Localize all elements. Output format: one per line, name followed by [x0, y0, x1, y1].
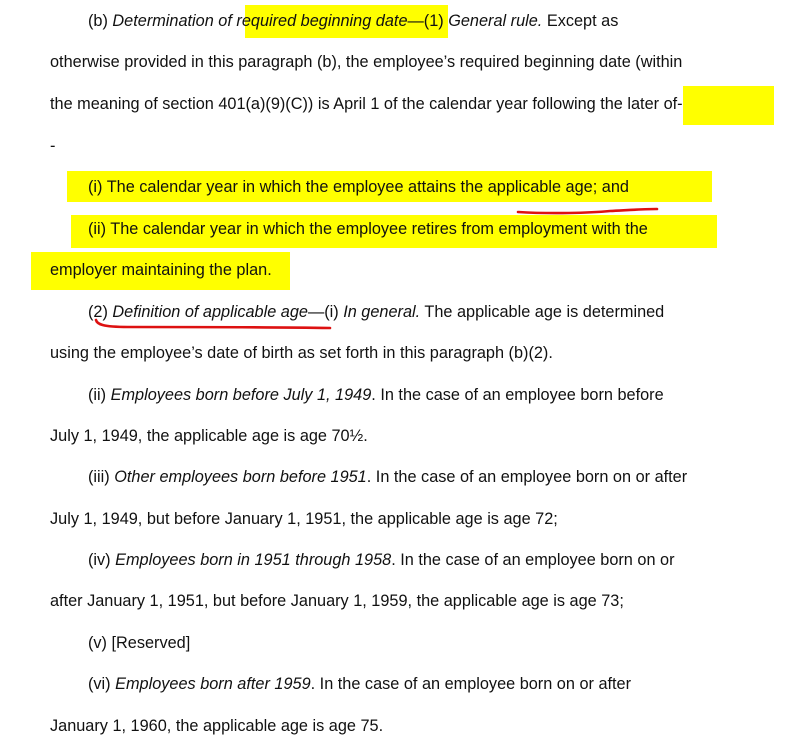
para-iii-text: . In the case of an employee born on or after — [366, 468, 688, 486]
para-iv-line-1 — [88, 550, 675, 570]
para-vi-heading: Employees born after 1959 — [115, 675, 311, 693]
item-ii-line-1: (ii) The calendar year in which the employee retires from employment with the — [88, 220, 648, 238]
para-iii-line-1 — [88, 467, 687, 487]
para-b-text: Except as — [542, 12, 619, 30]
para-2-text: The applicable age is determined — [420, 303, 665, 321]
para-b-heading-highlighted: f required beginning date — [227, 12, 408, 30]
para-iii-prefix: (iii) — [88, 468, 115, 486]
para-2-line-1 — [88, 302, 664, 322]
para-vi-text: . In the case of an employee born on or after — [310, 675, 632, 693]
item-ii-highlighted: employer maintaining the pla — [50, 261, 259, 279]
para-2-prefix: (2) — [88, 303, 113, 321]
para-ii-text: . In the case of an employee born before — [371, 386, 664, 404]
item-ii-rest: n. — [258, 261, 272, 279]
para-b-line-3-text: the meaning of section 401(a)(9)(C)) is April 1 of the calendar year following the — [50, 95, 623, 113]
para-ii-prefix: (ii) — [88, 386, 111, 404]
para-ii-heading: Employees born before July 1, 1949 — [110, 386, 372, 404]
para-2-dash: —(i) — [307, 303, 344, 321]
para-vi-line-2: January 1, 1960, the applicable age is age 75. — [50, 717, 384, 735]
para-iii-heading: Other employees born before 1951 — [114, 468, 367, 486]
para-iv-text: . In the case of an employee born on or — [391, 551, 675, 569]
para-vi-line-1 — [88, 674, 631, 694]
highlight-later-of — [683, 86, 774, 125]
para-b-line-4: - — [50, 137, 56, 155]
item-ii-line-2 — [50, 260, 272, 280]
para-2-line-2: using the employee’s date of birth as set forth in this paragraph (b)(2). — [50, 344, 553, 362]
para-b-line-3 — [50, 94, 683, 114]
para-ii-line-1 — [88, 385, 664, 405]
item-i-line: (i) The calendar year in which the employee attains the applicable age; and — [88, 178, 629, 196]
para-ii-line-2: July 1, 1949, the applicable age is age 70½. — [50, 427, 368, 445]
para-2-heading: Definition of applicable age — [112, 303, 308, 321]
para-b-later-of: later of- — [622, 95, 683, 113]
para-2-subheading: In general. — [343, 303, 421, 321]
para-b-dash-number: —(1) — [407, 12, 449, 30]
para-iv-prefix: (iv) — [88, 551, 116, 569]
para-b-line-1 — [88, 11, 618, 31]
para-b-line-2: otherwise provided in this paragraph (b), the employee’s required beginning date (within — [50, 53, 683, 71]
para-iv-line-2: after January 1, 1951, but before January 1, 1959, the applicable age is age 73; — [50, 592, 624, 610]
para-v-line: (v) [Reserved] — [88, 634, 191, 652]
para-b-subheading: General rule. — [448, 12, 543, 30]
para-b-heading-start: Determination o — [112, 12, 228, 30]
para-vi-prefix: (vi) — [88, 675, 116, 693]
para-b-prefix: (b) — [88, 12, 113, 30]
para-iii-line-2: July 1, 1949, but before January 1, 1951, the applicable age is age 72; — [50, 510, 558, 528]
para-iv-heading: Employees born in 1951 through 1958 — [115, 551, 392, 569]
